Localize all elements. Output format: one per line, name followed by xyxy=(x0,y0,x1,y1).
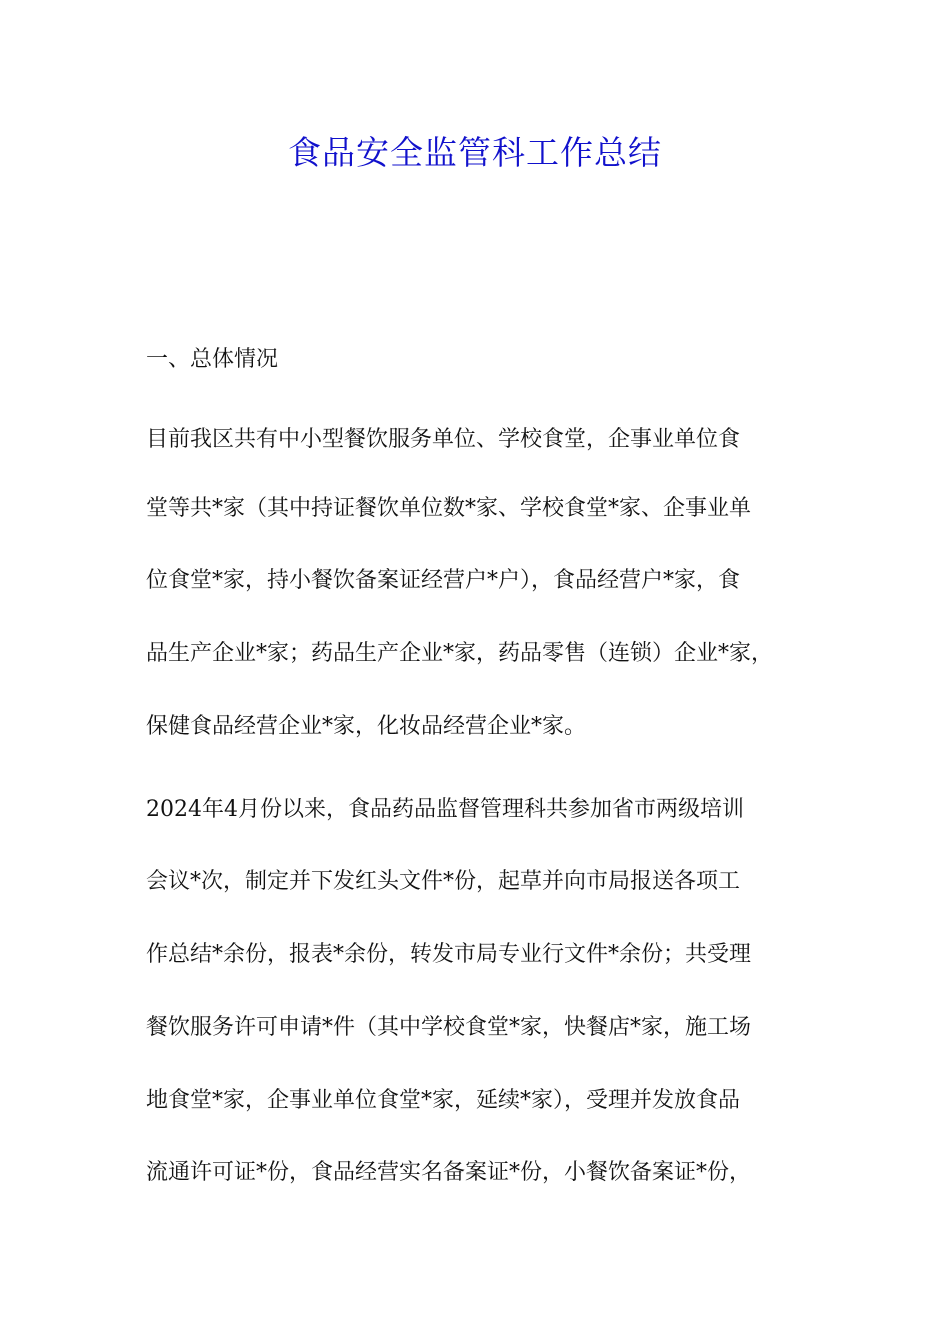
paragraph-2-line: 2024年4月份以来，食品药品监督管理科共参加省市两级培训 xyxy=(146,797,744,822)
paragraph-2-line: 作总结*余份，报表*余份，转发市局专业行文件*余份；共受理 xyxy=(146,942,752,967)
paragraph-1-line: 目前我区共有中小型餐饮服务单位、学校食堂，企事业单位食 xyxy=(146,427,741,452)
paragraph-2-line: 地食堂*家，企事业单位食堂*家，延续*家），受理并发放食品 xyxy=(146,1088,741,1113)
paragraph-2-line: 餐饮服务许可申请*件（其中学校食堂*家，快餐店*家，施工场 xyxy=(146,1015,752,1040)
paragraph-1-line: 品生产企业*家；药品生产企业*家，药品零售（连锁）企业*家， xyxy=(146,641,774,666)
paragraph-1-line: 堂等共*家（其中持证餐饮单位数*家、学校食堂*家、企事业单 xyxy=(146,496,752,521)
paragraph-2-line: 会议*次，制定并下发红头文件*份，起草并向市局报送各项工 xyxy=(146,869,741,894)
document-title: 食品安全监管科工作总结 xyxy=(288,133,662,172)
paragraph-1-line: 保健食品经营企业*家，化妆品经营企业*家。 xyxy=(146,714,587,739)
paragraph-2-line: 流通许可证*份，食品经营实名备案证*份，小餐饮备案证*份， xyxy=(146,1160,752,1185)
section-heading-overall: 一、总体情况 xyxy=(146,347,279,372)
paragraph-1-line: 位食堂*家，持小餐饮备案证经营户*户），食品经营户*家，食 xyxy=(146,568,741,593)
